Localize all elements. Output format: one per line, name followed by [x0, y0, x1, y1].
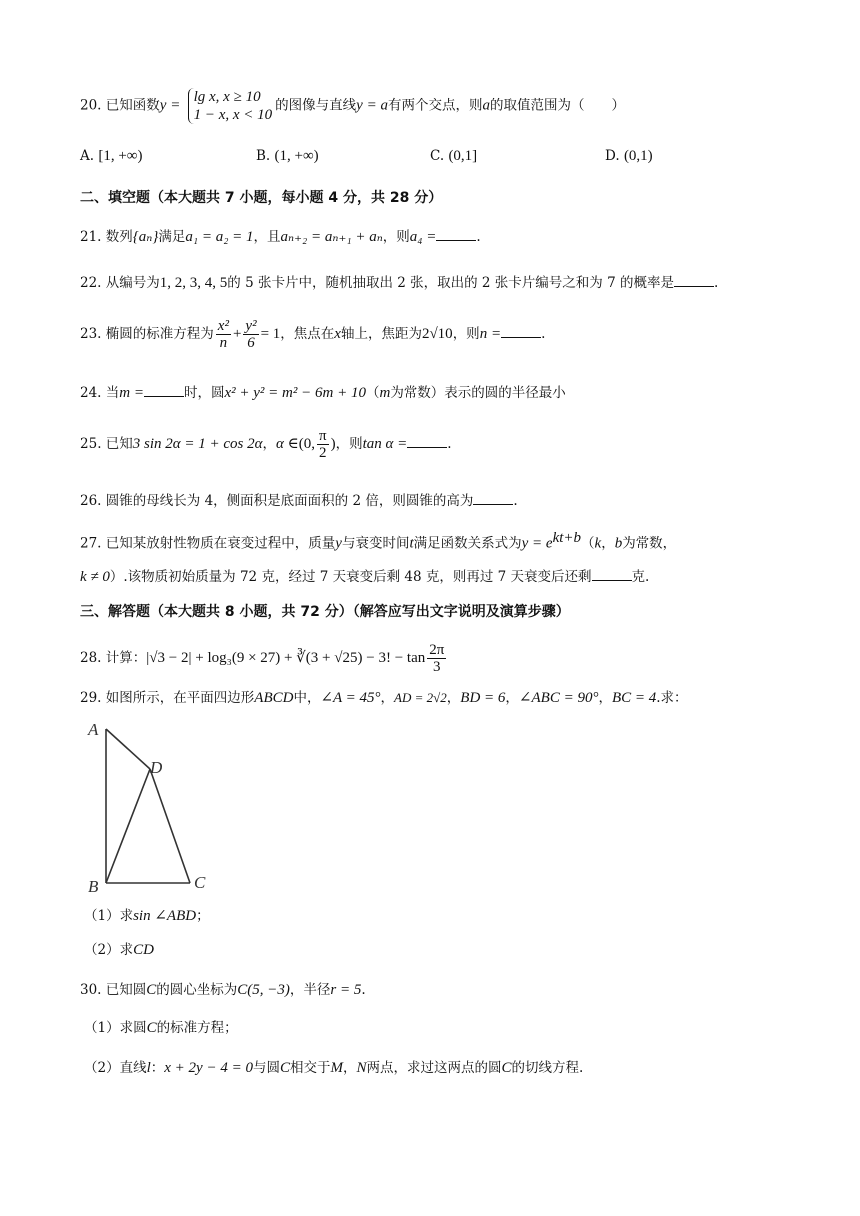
- q23: 23. 椭圆的标准方程为 $\frac{\text{x²}}{n}$ + $\frac{\text{y²}}{6}$ = 1，焦点在x轴上，焦距为2√10，则n = .: [80, 318, 546, 351]
- edge-bd: [106, 769, 150, 883]
- answer-blank[interactable]: [144, 382, 184, 397]
- quadrilateral-figure: [80, 715, 220, 897]
- fraction: $\frac{\pi}{2}$: [319, 428, 327, 461]
- q26: 26. 圆锥的母线长为 4，侧面积是底面面积的 2 倍，则圆锥的高为 .: [80, 490, 518, 511]
- fraction: $\frac{2\pi}{3}$: [429, 642, 445, 675]
- section-2-heading: 二、填空题（本大题共 7 小题，每小题 4 分，共 28 分）: [80, 190, 443, 206]
- label-c: C: [194, 873, 206, 892]
- q20-option-a: A. [1, +∞): [80, 148, 143, 164]
- label-d: D: [150, 758, 163, 777]
- q27-line1: 27. 已知某放射性物质在衰变过程中，质量y与衰变时间t满足函数关系式为$y = e^{kt+b}(k$，b为常数，: [80, 530, 677, 552]
- piecewise-function: lg x, x ≥ 10 1 − x, x < 10: [188, 88, 273, 124]
- q28: 28. 计算：|√3 − 2| + log₃(9 × 27) + ∛(3 + √25) − 3! − tan $\frac{2\pi}{3}$: [80, 642, 445, 675]
- edge-dc: [150, 769, 190, 883]
- q20-option-d: D. (0,1): [605, 148, 653, 164]
- q30-stem: 30. 已知圆C的圆心坐标为C(5, −3)，半径r = 5.: [80, 982, 366, 998]
- q20-stem: 20. 已知函数y = lg x, x ≥ 10 1 − x, x < 10 的图像与直线y = a有两个交点，则a的取值范围为（ ）: [80, 89, 625, 123]
- answer-blank[interactable]: [407, 433, 447, 448]
- q30-sub1: （1）求圆C的标准方程；: [84, 1020, 238, 1036]
- answer-blank[interactable]: [592, 566, 632, 581]
- label-a: A: [88, 720, 99, 739]
- q24: 24. 当m = 时，圆x² + y² = m² − 6m + 10（m为常数）表示的圆的半径最小: [80, 382, 566, 403]
- q21: 21. 数列{aₙ}满足a₁ = a₂ = 1，且aₙ₊₂ = aₙ₊₁ + aₙ，则a₄ = .: [80, 226, 481, 247]
- answer-blank[interactable]: [501, 323, 541, 338]
- q20-option-c: C. (0,1]: [430, 148, 478, 164]
- q29-stem: 29. 如图所示，在平面四边形ABCD中，∠A = 45°，AD = 2√2，BD = 6，∠ABC = 90°，BC = 4.求：: [80, 690, 688, 706]
- q30-sub2: （2）直线l：x + 2y − 4 = 0与圆C相交于M，N两点，求过这两点的圆C的切线方程.: [84, 1060, 584, 1076]
- answer-blank[interactable]: [473, 490, 513, 505]
- answer-blank[interactable]: [674, 272, 714, 287]
- q29-sub1: （1）求sin ∠ABD；: [84, 908, 210, 924]
- answer-blank[interactable]: [436, 226, 476, 241]
- q27-line2: k ≠ 0）.该物质初始质量为 72 克，经过 7 天衰变后剩 48 克，则再过 7 天衰变后还剩 克.: [80, 566, 649, 587]
- q29-sub2: （2）求CD: [84, 942, 154, 958]
- fraction: $\frac{\text{x²}}{n}$: [217, 318, 229, 351]
- fraction: $\frac{\text{y²}}{6}$: [245, 318, 257, 351]
- q20-option-b: B. (1, +∞): [256, 148, 319, 164]
- label-b: B: [88, 877, 99, 896]
- q22: 22. 从编号为1, 2, 3, 4, 5的 5 张卡片中，随机抽取出 2 张，取出的 2 张卡片编号之和为 7 的概率是 .: [80, 272, 718, 293]
- q25: 25. 已知3 sin 2α = 1 + cos 2α，α ∈(0, $\frac{\pi}{2}$ )，则tan α = .: [80, 428, 452, 461]
- section-3-heading: 三、解答题（本大题共 8 小题，共 72 分）（解答应写出文字说明及演算步骤）: [80, 604, 570, 620]
- edge-ad: [106, 729, 150, 769]
